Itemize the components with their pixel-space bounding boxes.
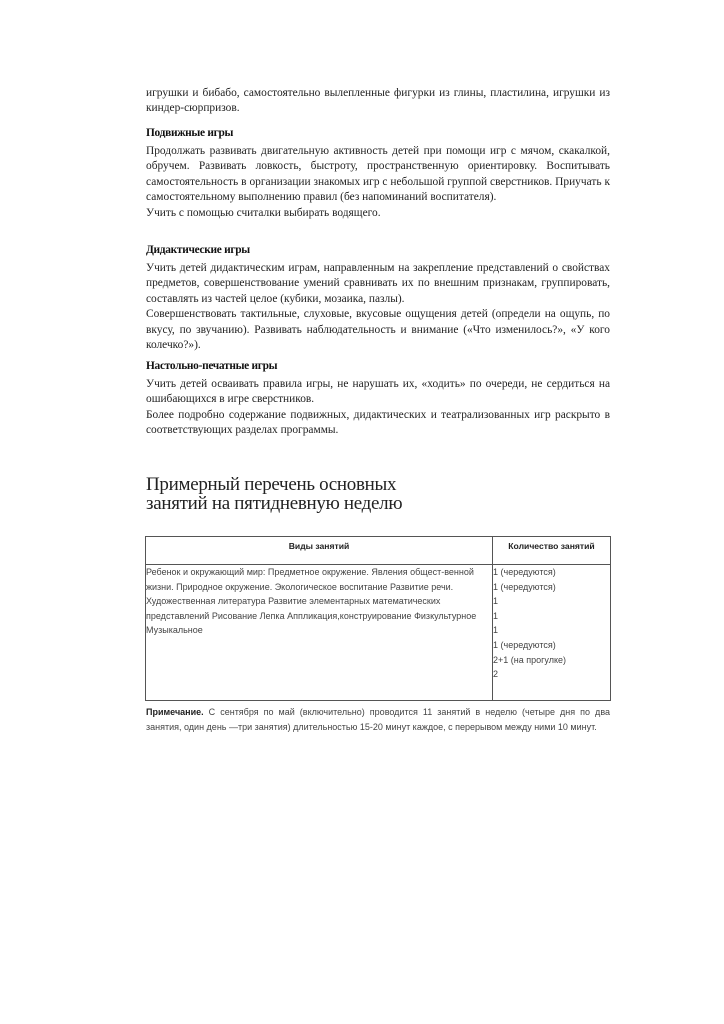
board-games-body: [146, 377, 610, 439]
weekly-plan-title-line: занятий на пятидневную неделю: [146, 493, 403, 514]
intro-paragraph: [146, 86, 610, 117]
didactic-games-heading: Дидактические игры: [146, 244, 250, 256]
mobile-games-paragraph: Учить с помощью считалки выбирать водящего.: [146, 206, 381, 219]
count-item: 1 (чередуются): [493, 567, 556, 577]
header-count: Количество занятий: [493, 537, 611, 565]
count-item: 1 (чередуются): [493, 639, 556, 650]
board-games-paragraph: Учить детей осваивать правила игры, не нарушать их, «ходить» по очереди, не сердиться на ошибающихся в игре сверстников.: [146, 378, 610, 406]
count-item: 1: [493, 610, 499, 621]
board-games-paragraph: Более подробно содержание подвижных, дидактических и театрализованных игр раскрыто в соответствующих разделах программы.: [146, 408, 610, 437]
count-item: 1 (чередуются): [493, 581, 556, 592]
table-note: [146, 705, 610, 734]
note-text: С сентября по май (включительно) проводится 11 занятий в неделю (четыре дня по два занятия, один день —три занятия) длительностью 15-20 минут каждое, с перерывом между ними 10 минут.: [146, 707, 610, 732]
didactic-games-body: [146, 261, 610, 353]
table-header-row: [146, 537, 611, 565]
count-item: 1: [493, 596, 499, 607]
weekly-plan-table: [145, 536, 611, 701]
didactic-games-paragraph: Совершенствовать тактильные, слуховые, вкусовые ощущения детей (определи на ощупь, по вкусу, по звучанию). Развивать наблюдательность и внимание («Что изменилось?», «У кого колечко?»).: [146, 308, 610, 352]
count-item: 2: [493, 669, 499, 680]
didactic-games-paragraph: Учить детей дидактическим играм, направленным на закрепление представлений о свойствах предметов, совершенствование умений сравнивать их по внешним признакам, группировать, составлять из частей целое (кубики, мозаика, пазлы).: [146, 262, 610, 305]
weekly-plan-title-line: Примерный перечень основных: [146, 474, 397, 495]
note-label: Примечание.: [146, 707, 204, 717]
table-row: [146, 565, 611, 701]
weekly-plan-title: [146, 475, 402, 513]
kinds-cell: Ребенок и окружающий мир: Предметное окружение. Явления общест-венной жизни. Природное окружение. Экологическое воспитание Развитие речи. Художественная литература Развитие элементарных математических представлений Рисование Лепка Аппликация,конструирование Физкультурное Музыкальное: [146, 565, 493, 701]
mobile-games-paragraph: Продолжать развивать двигательную активность детей при помощи игр с мячом, скакалкой, обручем. Развивать ловкость, быстроту, пространственную ориентировку. Воспитывать самостоятельность в организации знакомых игр с небольшой группой сверстников. Приучать к самостоятельному выполнению правил (без напоминаний воспитателя).: [146, 145, 610, 204]
header-kinds: Виды занятий: [146, 537, 493, 565]
count-item: 1: [493, 625, 499, 636]
mobile-games-body: [146, 144, 610, 221]
count-item: 2+1 (на прогулке): [493, 654, 567, 665]
intro-text: игрушки и бибабо, самостоятельно вылепленные фигурки из глины, пластилина, игрушки из киндер-сюрпризов.: [146, 87, 610, 115]
counts-cell: [493, 565, 611, 701]
board-games-heading: Настольно-печатные игры: [146, 360, 278, 372]
mobile-games-heading: Подвижные игры: [146, 127, 234, 139]
